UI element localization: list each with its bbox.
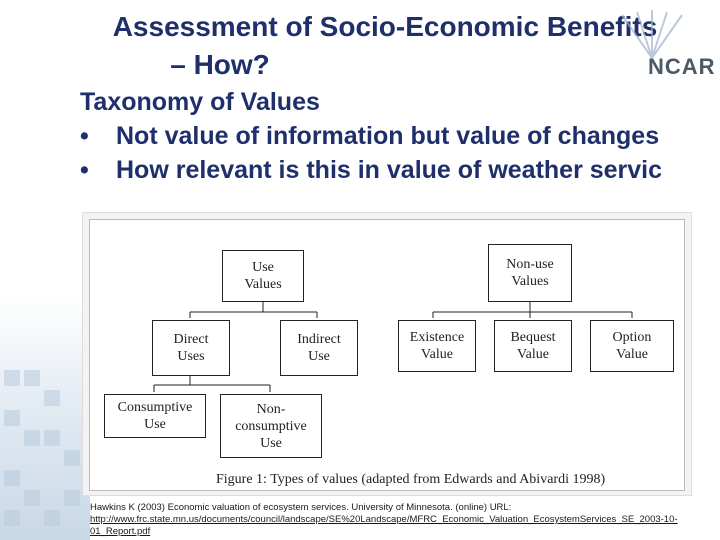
bullet-text: How relevant is this in value of weather servic xyxy=(116,156,663,184)
bullet-marker: • xyxy=(80,156,89,184)
node-non-consumptive-use: Non- consumptive Use xyxy=(220,394,322,458)
node-direct-uses: Direct Uses xyxy=(152,320,230,376)
bullet-marker: • xyxy=(80,122,89,150)
taxonomy-figure xyxy=(82,212,692,496)
node-bequest-value: Bequest Value xyxy=(494,320,572,372)
reference-text: Hawkins K (2003) Economic valuation of ecosystem services. University of Minnesota. (online) URL: xyxy=(90,502,512,513)
reference-link[interactable]: http://www.frc.state.mn.us/documents/council/landscape/SE%20Landscape/MFRC_Economic_Valuation_EcosystemServices_SE_2003-10-01_Report.pdf xyxy=(90,514,678,537)
background-tiles xyxy=(0,360,90,540)
node-use-values: Use Values xyxy=(222,250,304,302)
bullet-item xyxy=(80,156,662,185)
node-consumptive-use: Consumptive Use xyxy=(104,394,206,438)
node-indirect-use: Indirect Use xyxy=(280,320,358,376)
ncar-logo-rays xyxy=(612,10,692,60)
slide-title: Assessment of Socio-Economic Benefits xyxy=(112,11,658,42)
node-existence-value: Existence Value xyxy=(398,320,476,372)
node-option-value: Option Value xyxy=(590,320,674,372)
figure-caption: Figure 1: Types of values (adapted from Edwards and Abivardi 1998) xyxy=(216,472,606,487)
bullet-item xyxy=(80,122,659,151)
slide-title-continued: – How? xyxy=(170,49,270,80)
ncar-logo: NCAR xyxy=(648,54,716,79)
reference-citation xyxy=(90,502,710,538)
node-non-use-values: Non-use Values xyxy=(488,244,572,302)
subheading: Taxonomy of Values xyxy=(80,88,320,116)
bullet-text: Not value of information but value of changes xyxy=(116,122,660,150)
diagram-canvas xyxy=(89,219,685,491)
